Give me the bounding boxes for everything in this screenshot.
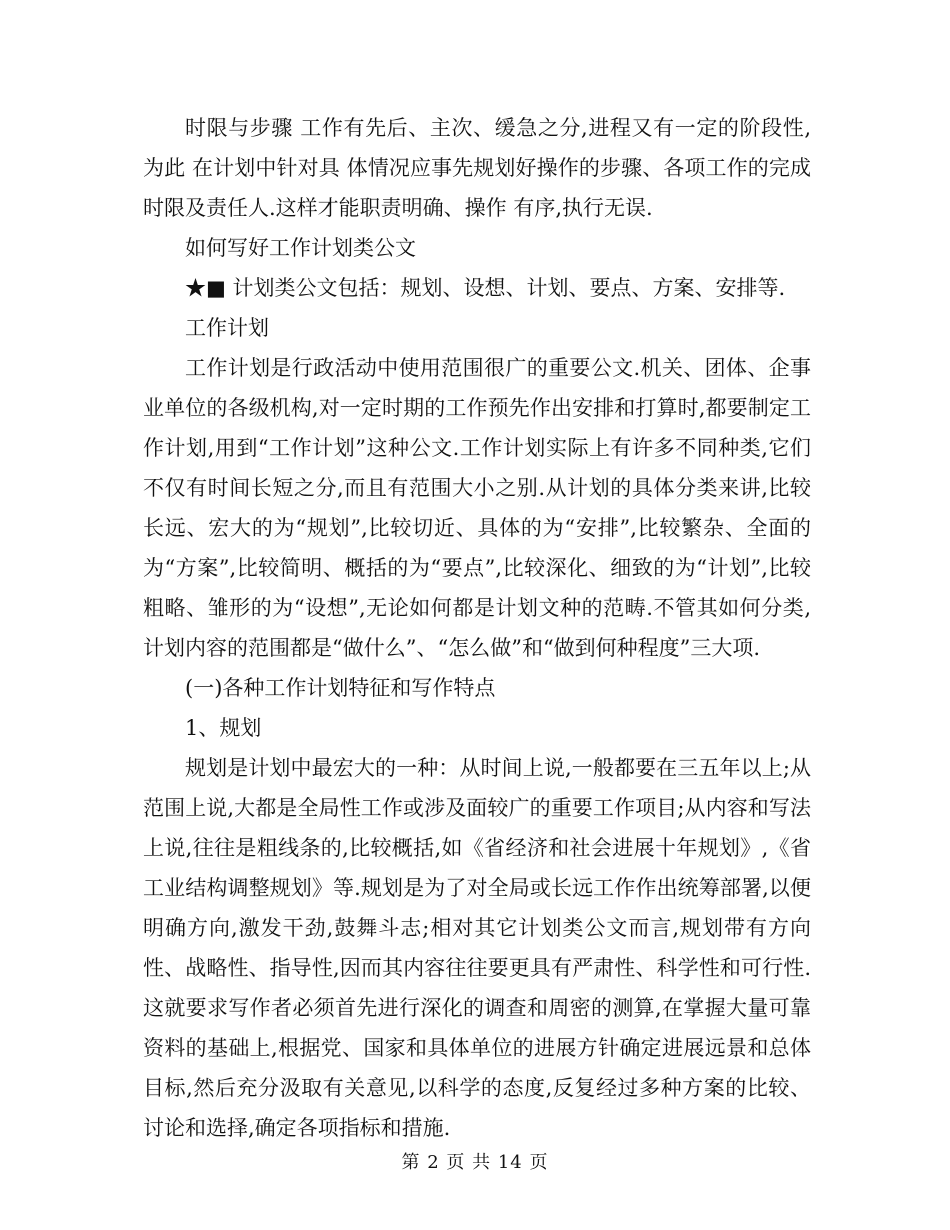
heading-how-to-write: 如何写好工作计划类公文 — [185, 236, 416, 260]
line-document-types: ★■ 计划类公文包括：规划、设想、计划、要点、方案、安排等. — [185, 276, 786, 300]
paragraph-work-plan-intro: 工作计划是行政活动中使用范围很广的重要公文.机关、团体、企事业单位的各级机构,对一定时期的工作预先作出安排和打算时,都要制定工作计划,用到“工作计划”这种公文.工作计划实际上有许多不同种类,它们不仅有时间长短之分,而且有范围大小之别.从计划的具体分类来讲,比较长远、宏大的为“规划”,比较切近、具体的为“安排”,比较繁杂、全面的为“方案”,比较简明、概括的为“要点”,比较深化、细致的为“计划”,比较粗略、雏形的为“设想”,无论如何都是计划文种的范畴.不管其如何分类,计划内容的范围都是“做什么”、“怎么做”和“做到何种程度”三大项. — [143, 356, 811, 660]
heading-section-one: (一)各种工作计划特征和写作特点 — [185, 676, 496, 700]
document-body — [143, 108, 811, 1148]
paragraph-timeline-steps: 时限与步骤 工作有先后、主次、缓急之分,进程又有一定的阶段性,为此 在计划中针对具 体情况应事先规划好操作的步骤、各项工作的完成时限及责任人.这样才能职责明确、操作 有序,执行无误. — [143, 116, 811, 220]
heading-planning: 1、规划 — [185, 716, 262, 740]
page-number-footer: 第 2 页 共 14 页 — [401, 1152, 549, 1173]
paragraph-planning-detail: 规划是计划中最宏大的一种：从时间上说,一般都要在三五年以上;从范围上说,大都是全局性工作或涉及面较广的重要工作项目;从内容和写法上说,往往是粗线条的,比较概括,如《省经济和社会进展十年规划》,《省工业结构调整规划》等.规划是为了对全局或长远工作作出统筹部署,以便明确方向,激发干劲,鼓舞斗志;相对其它计划类公文而言,规划带有方向性、战略性、指导性,因而其内容往往要更具有严肃性、科学性和可行性.这就要求写作者必须首先进行深化的调查和周密的测算,在掌握大量可靠资料的基础上,根据党、国家和具体单位的进展方针确定进展远景和总体目标,然后充分汲取有关意见,以科学的态度,反复经过多种方案的比较、讨论和选择,确定各项指标和措施. — [143, 756, 811, 1140]
heading-work-plan: 工作计划 — [185, 316, 269, 340]
